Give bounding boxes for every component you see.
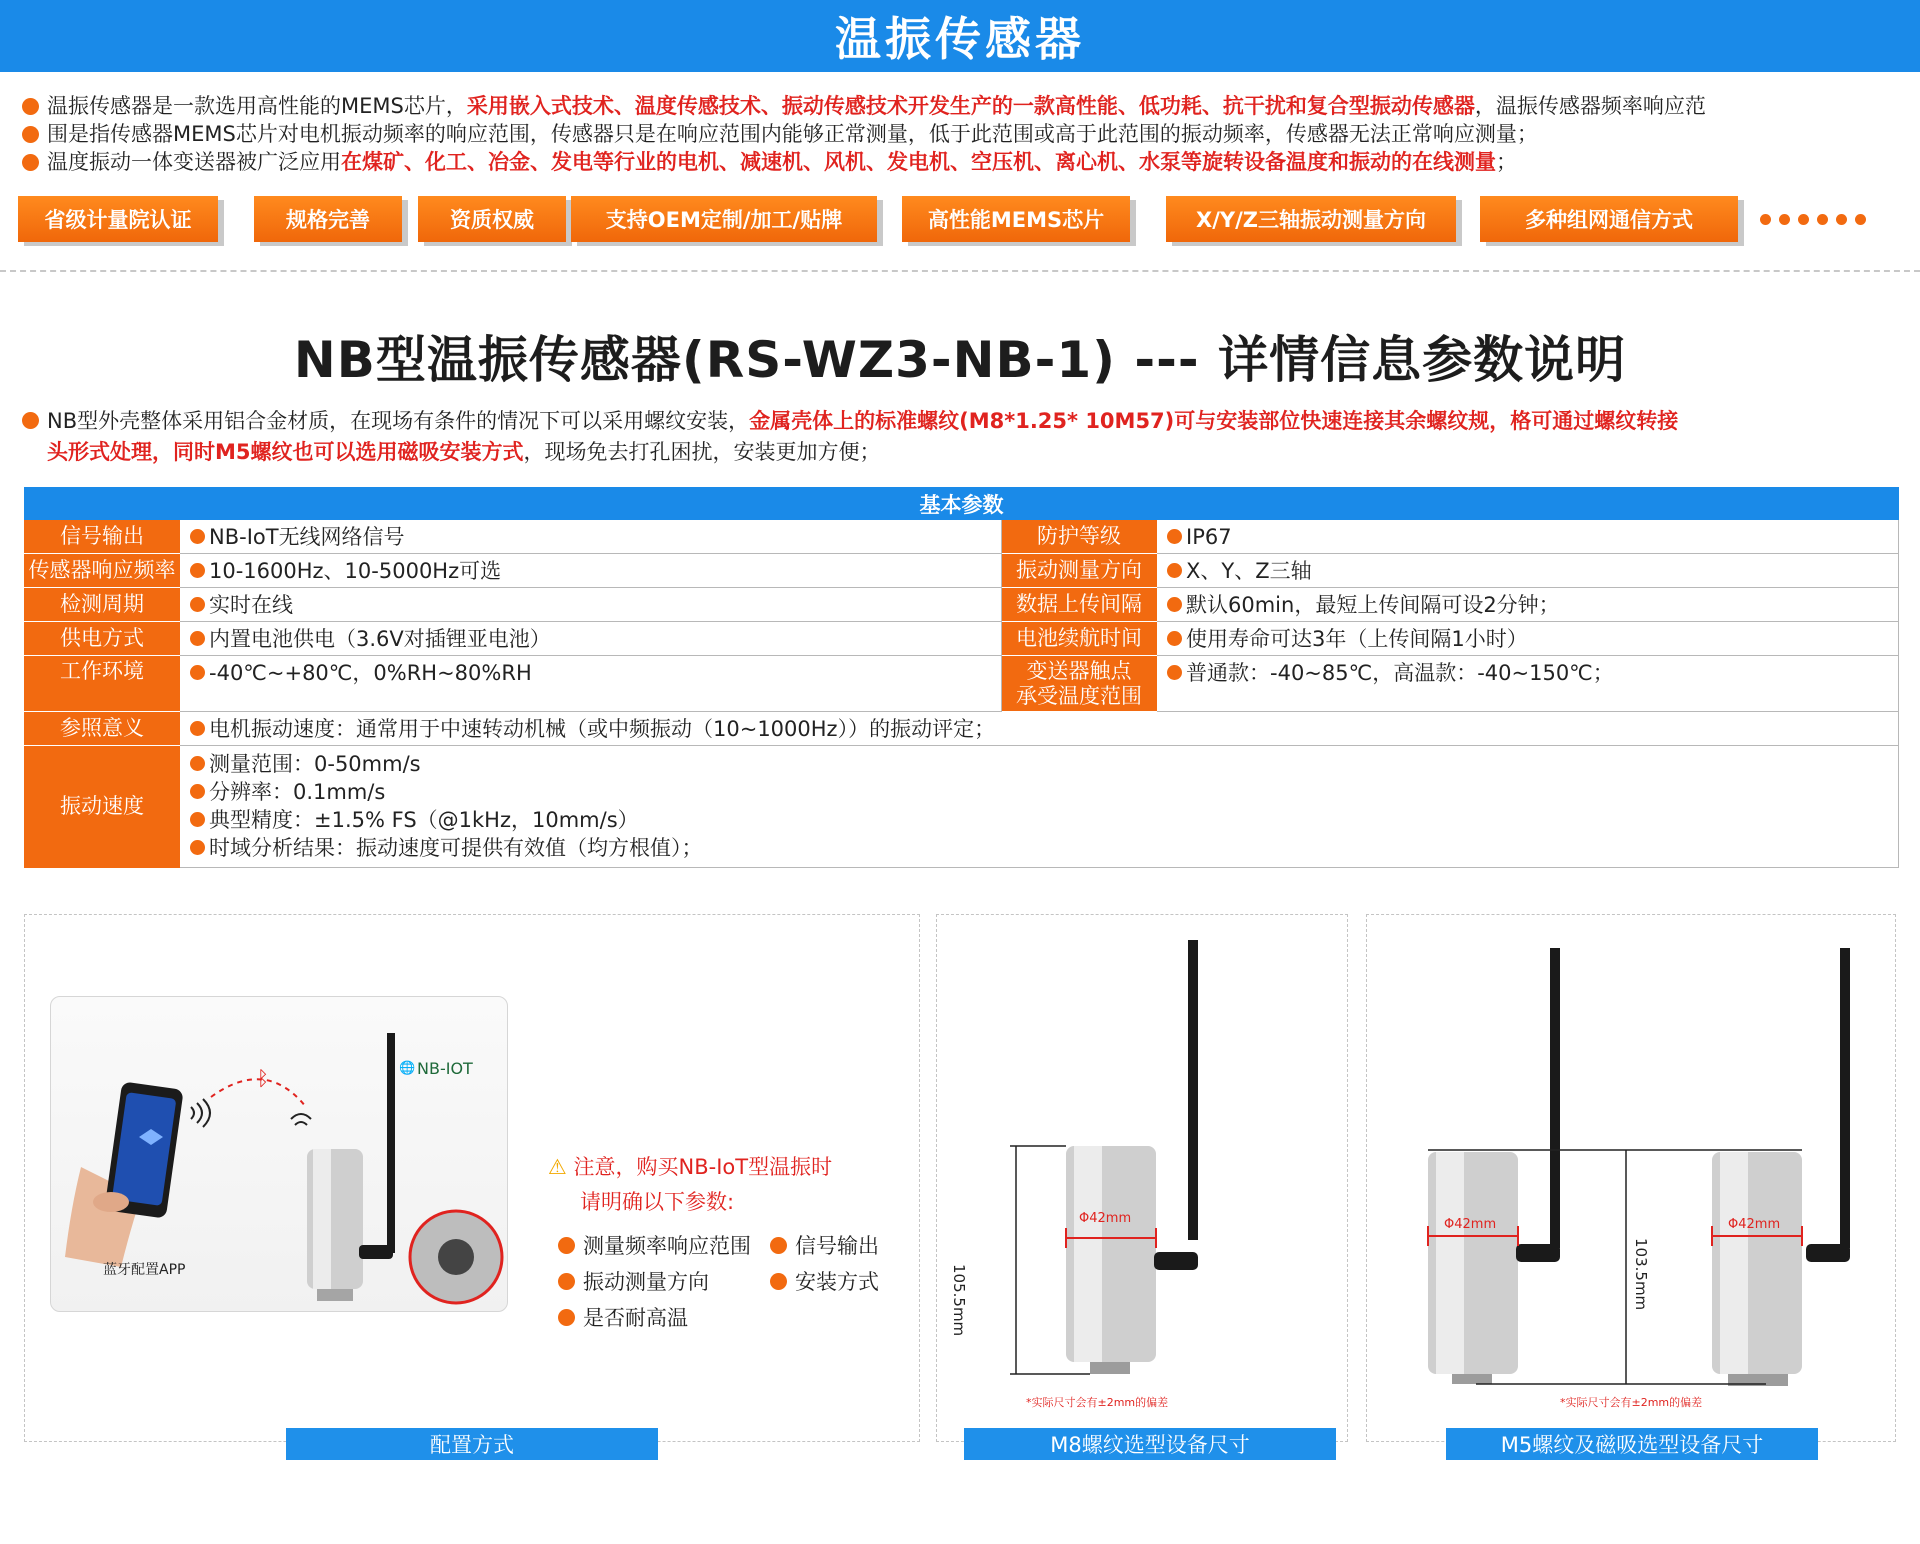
bullet-dot-icon (1167, 529, 1182, 544)
bullet-dot-icon (1167, 631, 1182, 646)
notice-param: 测量频率响应范围 (558, 1230, 751, 1260)
param-value: IP67 (1186, 525, 1232, 549)
param-label: 参照意义 (25, 712, 180, 746)
table-header: 基本参数 (25, 488, 1899, 520)
m8-height-label: 105.5mm (950, 1264, 968, 1337)
section-divider (0, 270, 1920, 272)
notice-param: 信号输出 (770, 1230, 879, 1260)
param-label: 变送器触点 承受温度范围 (1002, 656, 1157, 712)
bullet-dot-icon (190, 665, 205, 680)
intro-line-3: 温度振动一体变送器被广泛应用 在煤矿、化工、冶金、发电等行业的电机、减速机、风机、发电机、空压机、离心机、水泵等旋转设备温度和振动的在线测量 ； (22, 148, 1912, 176)
param-label: 信号输出 (25, 520, 180, 554)
param-value: 时域分析结果：振动速度可提供有效值（均方根值）； (209, 836, 703, 860)
bullet-dot-icon (22, 412, 39, 429)
param-value: 实时在线 (209, 593, 293, 617)
param-value: 内置电池供电（3.6V对插锂亚电池） (209, 627, 551, 651)
bullet-dot-icon (558, 1273, 575, 1290)
m8-diameter-label: Φ42mm (1079, 1211, 1132, 1226)
m8-caption: M8螺纹选型设备尺寸 (964, 1428, 1336, 1460)
param-value: 普通款：-40~85℃，高温款：-40~150℃； (1186, 661, 1614, 685)
param-label: 检测周期 (25, 588, 180, 622)
warning-icon: ⚠ (548, 1155, 567, 1179)
bullet-dot-icon (190, 631, 205, 646)
bullet-dot-icon (22, 98, 39, 115)
m5-diameter-left-label: Φ42mm (1444, 1217, 1497, 1232)
table-row (25, 588, 1899, 622)
param-label: 工作环境 (25, 656, 180, 712)
banner-title: 温振传感器 (835, 12, 1085, 66)
bullet-dot-icon (558, 1237, 575, 1254)
param-value: -40℃~+80℃，0%RH~80%RH (209, 661, 532, 685)
bullet-dot-icon (190, 756, 205, 771)
app-label: 蓝牙配置APP (103, 1262, 186, 1278)
m5-height-label: 103.5mm (1632, 1238, 1650, 1311)
table-row (25, 520, 1899, 554)
config-illustration (50, 996, 508, 1312)
table-row (25, 554, 1899, 588)
m8-sensor-diagram (936, 914, 1348, 1442)
product-description (22, 406, 1902, 468)
notice-param: 是否耐高温 (558, 1302, 688, 1332)
intro-bullets (22, 92, 1912, 176)
desc-line-2: 头形式处理，同时M5螺纹也可以选用磁吸安装方式 ，现场免去打孔困扰，安装更加方便； (47, 440, 881, 464)
param-label: 供电方式 (25, 622, 180, 656)
bullet-dot-icon (1167, 563, 1182, 578)
bullet-dot-icon (558, 1309, 575, 1326)
notice-param: 振动测量方向 (558, 1266, 709, 1296)
table-row (25, 622, 1899, 656)
param-label: 传感器响应频率 (25, 554, 180, 588)
param-value: 使用寿命可达3年（上传间隔1小时） (1186, 627, 1528, 651)
table-row (25, 656, 1899, 712)
param-value: 默认60min，最短上传间隔可设2分钟； (1186, 593, 1560, 617)
feature-tag: 多种组网通信方式 (1480, 196, 1738, 242)
bullet-dot-icon (1167, 665, 1182, 680)
table-row (25, 746, 1899, 868)
notice-param: 安装方式 (770, 1266, 879, 1296)
bullet-dot-icon (190, 563, 205, 578)
bullet-dot-icon (770, 1237, 787, 1254)
svg-text:ᛒ: ᛒ (257, 1066, 269, 1090)
param-value: 电机振动速度：通常用于中速转动机械（或中频振动（10~1000Hz））的振动评定； (209, 717, 996, 741)
param-value: NB-IoT无线网络信号 (209, 525, 405, 549)
param-label: 振动速度 (25, 746, 180, 868)
m8-size-note: *实际尺寸会有±2mm的偏差 (1026, 1396, 1169, 1409)
intro-line-1: 温振传感器是一款选用高性能的MEMS芯片， 采用嵌入式技术、温度传感技术、振动传感技术开发生产的一款高性能、低功耗、抗干扰和复合型振动传感器 ，温振传感器频率响应范 (22, 92, 1912, 120)
param-label: 数据上传间隔 (1002, 588, 1157, 622)
bullet-dot-icon (190, 812, 205, 827)
section-title: NB型温振传感器(RS-WZ3-NB-1) --- 详情信息参数说明 (293, 331, 1627, 389)
m5-sensor-diagram (1366, 914, 1896, 1442)
nb-iot-label: NB-IOT (417, 1059, 473, 1078)
feature-tag: 规格完善 (254, 196, 402, 242)
param-value: 测量范围：0-50mm/s (209, 752, 421, 776)
feature-tag: 高性能MEMS芯片 (902, 196, 1130, 242)
m5-caption: M5螺纹及磁吸选型设备尺寸 (1446, 1428, 1818, 1460)
bullet-dot-icon (770, 1273, 787, 1290)
notice-subtitle: 请明确以下参数: (580, 1190, 735, 1214)
svg-text:🌐: 🌐 (399, 1061, 416, 1076)
bullet-dot-icon (22, 154, 39, 171)
more-dots-icon (1760, 214, 1866, 225)
intro-line-2: 围是指传感器MEMS芯片对电机振动频率的响应范围，传感器只是在响应范围内能够正常测量，低于此范围或高于此范围的振动频率，传感器无法正常响应测量； (22, 120, 1912, 148)
m5-diameter-right-label: Φ42mm (1728, 1217, 1781, 1232)
param-label: 防护等级 (1002, 520, 1157, 554)
param-label: 振动测量方向 (1002, 554, 1157, 588)
bullet-dot-icon (190, 784, 205, 799)
bullet-dot-icon (22, 126, 39, 143)
feature-tag: 资质权威 (418, 196, 566, 242)
bullet-dot-icon (190, 840, 205, 855)
param-value: X、Y、Z三轴 (1186, 559, 1312, 583)
bullet-dot-icon (190, 529, 205, 544)
notice-title: ⚠ 注意，购买NB-IoT型温振时 (548, 1155, 833, 1179)
bullet-dot-icon (190, 597, 205, 612)
feature-tag: X/Y/Z三轴振动测量方向 (1166, 196, 1456, 242)
top-banner (0, 0, 1920, 72)
config-caption: 配置方式 (286, 1428, 658, 1460)
param-value: 分辨率：0.1mm/s (209, 780, 386, 804)
desc-line-1: NB型外壳整体采用铝合金材质，在现场有条件的情况下可以采用螺纹安装， 金属壳体上的标准螺纹(M8*1.25* 10M57)可与安装部位快速连接其余螺纹规，格可通过螺纹转接 (22, 406, 1902, 437)
parameter-table (24, 487, 1899, 868)
param-value: 典型精度：±1.5% FS（@1kHz，10mm/s） (209, 808, 639, 832)
feature-tag: 省级计量院认证 (18, 196, 218, 242)
bullet-dot-icon (1167, 597, 1182, 612)
table-row (25, 712, 1899, 746)
param-value: 10-1600Hz、10-5000Hz可选 (209, 559, 502, 583)
param-label: 电池续航时间 (1002, 622, 1157, 656)
bullet-dot-icon (190, 721, 205, 736)
m5-size-note: *实际尺寸会有±2mm的偏差 (1560, 1396, 1703, 1409)
feature-tag: 支持OEM定制/加工/贴牌 (571, 196, 877, 242)
feature-tags (18, 196, 1908, 246)
